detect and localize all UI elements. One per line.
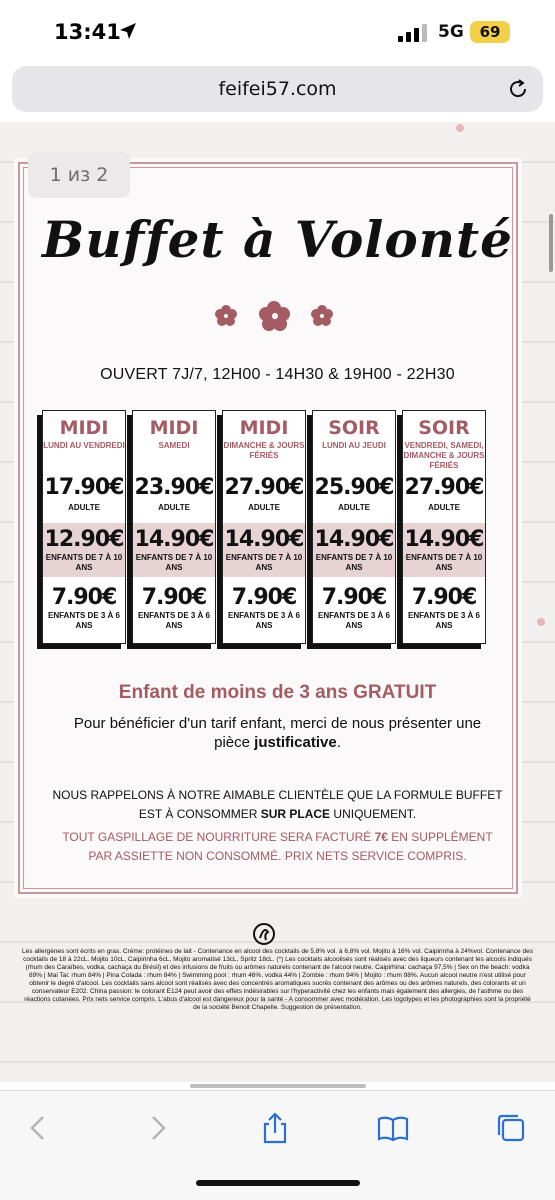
column-days: SAMEDI (158, 441, 190, 450)
child-label: ENFANTS DE 7 À 10 ANS (225, 553, 303, 572)
small-child-label: ENFANTS DE 3 À 6 ANS (47, 611, 120, 630)
adult-label: ADULTE (248, 503, 280, 512)
price-column (132, 410, 216, 644)
status-bar (0, 0, 555, 66)
tabs-icon[interactable] (494, 1111, 528, 1145)
small-child-price: 7.90€ (231, 585, 297, 610)
child-label: ENFANTS DE 7 À 10 ANS (135, 553, 213, 572)
adult-price: 27.90€ (224, 475, 304, 500)
book-icon[interactable] (376, 1111, 410, 1145)
column-head: MIDI (239, 417, 289, 439)
location-arrow-icon (118, 21, 138, 41)
column-days: LUNDI AU JEUDI (322, 441, 386, 450)
column-days: VENDREDI, SAMEDI, DIMANCHE & JOURS FÉRIÉS (403, 441, 485, 470)
price-column (312, 410, 396, 644)
child-label: ENFANTS DE 7 À 10 ANS (315, 553, 393, 572)
brand-logo-icon (252, 922, 276, 946)
small-child-label: ENFANTS DE 3 À 6 ANS (137, 611, 210, 630)
child-price: 12.90€ (44, 527, 124, 552)
adult-price: 25.90€ (314, 475, 394, 500)
cellular-signal-icon (398, 24, 428, 42)
free-under-3-notice: Enfant de moins de 3 ans GRATUIT (118, 682, 437, 703)
column-head: SOIR (418, 417, 470, 439)
chevron-right-icon[interactable] (140, 1111, 174, 1145)
adult-price: 17.90€ (44, 475, 124, 500)
status-time: 13:41 (54, 20, 121, 44)
food-waste-notice: TOUT GASPILLAGE DE NOURRITURE SERA FACTURÉ 7€ EN SUPPLÉMENT PAR ASSIETTE NON CONSOMMÉ. PRIX NETS SERVICE COMPRIS. (62, 830, 493, 863)
flower-ornament-icon (214, 300, 340, 332)
legal-footnote: Les allergènes sont écrits en gras. Crème: protéines de lait - Contenance en alcool des cocktails de 5,8% vol. à 6,8% vol. Mojito à 16% vol. Caipirinha à 24%vol. Contenance des cocktails de 18 à 22cL. Mojito 10cL, Caipirinha 6cL, Mojito aromatisé 13cL, Spritz 18cL. (*) Les cocktails alcoolisés sont réalisés avec des liqueurs contenant les alcools indiqués (rhum des Caraïbes, vodka, cachaça du Brésil) et des infusions de fruits ou arômes naturels contenant de l'alcool neutre. Caipirhina: cachaça 97,5% | Sex on the beach: vodka 89% | Mai Tai: rhum 84% | Pina Colada : rhum 84% | Swimming pool : rhum 46%, vodka 44% | Zombie : rhum 94% | Mojito : rhum 98%. Aucun alcool neutre n'est utilisé pour obtenir le degré d'alcool. Les cocktails sans alcool sont réalisés avec des concentrés aromatiques sucrés contenant des arômes ou des arômes naturels, des colorants et un conservateur E202. China passion: le colorant E124 peut avoir des effets indésirables sur l'hyperactivité chez les enfants mais également des allergies, de l'asthme ou des réactions cutanées. Prix nets service compris. L'abus d'alcool est dangereux pour la santé - A consommer avec modération. Les logotypes et les photographies sont la propriété de la société Benoit Chapelle. Suggestion de présentation. (22, 948, 533, 1011)
price-column (42, 410, 126, 644)
poster-title: Buffet à Volonté (42, 210, 513, 269)
adult-label: ADULTE (428, 503, 460, 512)
child-price: 14.90€ (224, 527, 304, 552)
small-child-label: ENFANTS DE 3 À 6 ANS (317, 611, 390, 630)
page-indicator: 1 из 2 (28, 152, 130, 198)
reload-icon[interactable] (507, 78, 529, 100)
child-rate-note: Pour bénéficier d'un tarif enfant, merci de nous présenter une pièce justificative. (73, 715, 482, 751)
page-scroll-indicator (190, 1084, 366, 1088)
share-icon[interactable] (258, 1111, 292, 1145)
battery-indicator: 69 (470, 21, 510, 43)
small-child-price: 7.90€ (51, 585, 117, 610)
adult-label: ADULTE (338, 503, 370, 512)
adult-label: ADULTE (158, 503, 190, 512)
home-indicator (196, 1180, 360, 1186)
address-bar[interactable] (12, 66, 543, 112)
scrollbar[interactable] (549, 214, 553, 272)
column-days: DIMANCHE & JOURS FÉRIÉS (223, 441, 305, 460)
chevron-left-icon[interactable] (22, 1111, 56, 1145)
child-price: 14.90€ (404, 527, 484, 552)
url-text[interactable]: feifei57.com (218, 78, 337, 100)
adult-price: 27.90€ (404, 475, 484, 500)
small-child-price: 7.90€ (321, 585, 387, 610)
opening-hours: OUVERT 7J/7, 12H00 - 14H30 & 19H00 - 22H30 (100, 366, 455, 383)
small-child-label: ENFANTS DE 3 À 6 ANS (227, 611, 300, 630)
column-head: SOIR (328, 417, 380, 439)
adult-price: 23.90€ (134, 475, 214, 500)
adult-label: ADULTE (68, 503, 100, 512)
price-table (38, 410, 488, 650)
dine-in-reminder: NOUS RAPPELONS À NOTRE AIMABLE CLIENTÈLE QUE LA FORMULE BUFFET EST À CONSOMMER SUR PLACE UNIQUEMENT. (52, 788, 503, 821)
small-child-price: 7.90€ (141, 585, 207, 610)
price-column (222, 410, 306, 644)
column-head: MIDI (59, 417, 109, 439)
child-price: 14.90€ (314, 527, 394, 552)
child-label: ENFANTS DE 7 À 10 ANS (45, 553, 123, 572)
column-days: LUNDI AU VENDREDI (43, 441, 125, 450)
child-label: ENFANTS DE 7 À 10 ANS (405, 553, 483, 572)
small-child-price: 7.90€ (411, 585, 477, 610)
network-type: 5G (438, 22, 464, 42)
small-child-label: ENFANTS DE 3 À 6 ANS (407, 611, 480, 630)
price-column (402, 410, 486, 644)
child-price: 14.90€ (134, 527, 214, 552)
column-head: MIDI (149, 417, 199, 439)
web-content[interactable] (0, 122, 555, 1082)
